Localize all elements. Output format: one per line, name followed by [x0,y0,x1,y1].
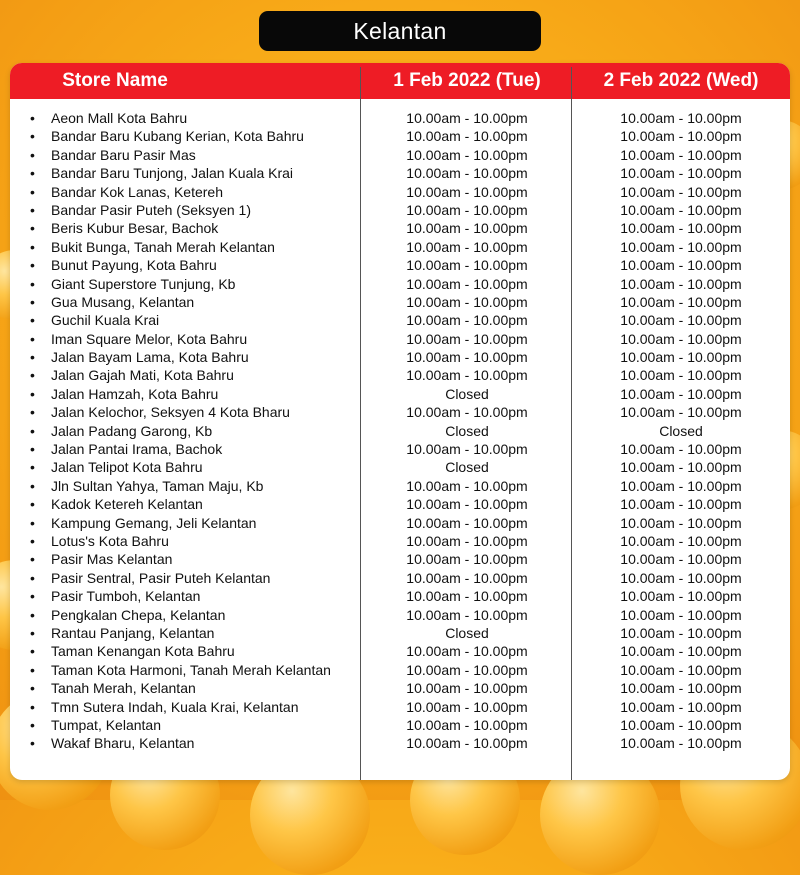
bullet-icon: • [30,514,35,531]
bullet-icon: • [30,238,35,255]
store-name: Jln Sultan Yahya, Taman Maju, Kb [51,477,264,494]
hours-day1: 10.00am - 10.00pm [406,588,528,605]
store-name: Bandar Baru Pasir Mas [51,146,196,163]
hours-day1: 10.00am - 10.00pm [406,110,528,126]
hours-day1: 10.00am - 10.00pm [406,238,528,255]
table-row [10,403,790,421]
table-row [10,256,790,274]
bullet-icon: • [30,643,35,660]
store-name: Bandar Baru Tunjong, Jalan Kuala Krai [51,165,294,182]
hours-day2: 10.00am - 10.00pm [620,146,742,163]
hours-day2: 10.00am - 10.00pm [620,367,742,384]
store-name: Taman Kenangan Kota Bahru [51,643,235,660]
bullet-icon: • [30,606,35,623]
bullet-icon: • [30,459,35,476]
table-row [10,330,790,348]
table-header [10,63,790,99]
table-row [10,532,790,550]
store-name: Pasir Sentral, Pasir Puteh Kelantan [51,569,271,586]
hours-day2: 10.00am - 10.00pm [620,293,742,310]
store-name: Rantau Panjang, Kelantan [51,624,215,641]
hours-day1: 10.00am - 10.00pm [406,514,528,531]
bullet-icon: • [30,165,35,182]
hours-day1: Closed [445,459,489,476]
table-row [10,422,790,440]
store-name: Jalan Hamzah, Kota Bahru [51,385,219,402]
bullet-icon: • [30,422,35,439]
store-name: Lotus's Kota Bahru [51,532,169,549]
hours-day2: 10.00am - 10.00pm [620,459,742,476]
hours-day2: 10.00am - 10.00pm [620,532,742,549]
hours-day2: 10.00am - 10.00pm [620,496,742,513]
hours-day2: 10.00am - 10.00pm [620,110,742,126]
table-row [10,146,790,164]
table-row [10,661,790,679]
hours-day2: 10.00am - 10.00pm [620,257,742,274]
store-name: Pasir Tumboh, Kelantan [51,588,201,605]
hours-day2: 10.00am - 10.00pm [620,349,742,366]
hours-day1: 10.00am - 10.00pm [406,569,528,586]
store-name: Taman Kota Harmoni, Tanah Merah Kelantan [51,661,331,678]
hours-day2: 10.00am - 10.00pm [620,680,742,697]
hours-day2: 10.00am - 10.00pm [620,201,742,218]
store-name: Jalan Pantai Irama, Bachok [51,441,223,458]
bullet-icon: • [30,367,35,384]
bullet-icon: • [30,735,35,752]
hours-day1: 10.00am - 10.00pm [406,680,528,697]
hours-day2: 10.00am - 10.00pm [620,477,742,494]
store-name: Kampung Gemang, Jeli Kelantan [51,514,257,531]
hours-day1: 10.00am - 10.00pm [406,257,528,274]
hours-day1: 10.00am - 10.00pm [406,165,528,182]
table-row [10,275,790,293]
header-store-name: Store Name [62,70,168,91]
bullet-icon: • [30,257,35,274]
table-row [10,624,790,642]
hours-day1: 10.00am - 10.00pm [406,716,528,733]
hours-day1: 10.00am - 10.00pm [406,661,528,678]
hours-day1: Closed [445,422,489,439]
table-body [10,109,790,753]
hours-day1: 10.00am - 10.00pm [406,349,528,366]
table-row [10,514,790,532]
hours-day1: 10.00am - 10.00pm [406,551,528,568]
table-row [10,183,790,201]
table-row [10,716,790,734]
table-row [10,385,790,403]
bullet-icon: • [30,496,35,513]
table-row [10,348,790,366]
store-name: Giant Superstore Tunjung, Kb [51,275,236,292]
bullet-icon: • [30,680,35,697]
table-row [10,550,790,568]
region-title: Kelantan [259,11,541,51]
bullet-icon: • [30,569,35,586]
hours-day2: 10.00am - 10.00pm [620,551,742,568]
bullet-icon: • [30,385,35,402]
hours-day1: 10.00am - 10.00pm [406,201,528,218]
bullet-icon: • [30,716,35,733]
hours-day2: 10.00am - 10.00pm [620,624,742,641]
store-name: Jalan Gajah Mati, Kota Bahru [51,367,234,384]
table-row [10,164,790,182]
hours-day1: 10.00am - 10.00pm [406,128,528,145]
bullet-icon: • [30,146,35,163]
hours-day1: 10.00am - 10.00pm [406,606,528,623]
hours-day2: 10.00am - 10.00pm [620,643,742,660]
store-name: Aeon Mall Kota Bahru [51,110,188,126]
hours-day1: 10.00am - 10.00pm [406,146,528,163]
hours-day1: 10.00am - 10.00pm [406,367,528,384]
hours-day2: 10.00am - 10.00pm [620,588,742,605]
hours-day2: 10.00am - 10.00pm [620,165,742,182]
hours-day2: 10.00am - 10.00pm [620,404,742,421]
store-name: Jalan Bayam Lama, Kota Bahru [51,349,249,366]
store-name: Jalan Kelochor, Seksyen 4 Kota Bharu [51,404,290,421]
store-name: Bandar Baru Kubang Kerian, Kota Bahru [51,128,304,145]
store-name: Pasir Mas Kelantan [51,551,173,568]
store-name: Kadok Ketereh Kelantan [51,496,203,513]
hours-day2: 10.00am - 10.00pm [620,183,742,200]
hours-day2: 10.00am - 10.00pm [620,238,742,255]
hours-day1: 10.00am - 10.00pm [406,532,528,549]
table-row [10,734,790,752]
table-row [10,642,790,660]
table-row [10,127,790,145]
bullet-icon: • [30,110,35,126]
table-row [10,679,790,697]
store-name: Jalan Padang Garong, Kb [51,422,213,439]
bullet-icon: • [30,330,35,347]
store-name: Wakaf Bharu, Kelantan [51,735,195,752]
store-name: Iman Square Melor, Kota Bahru [51,330,248,347]
table-row [10,458,790,476]
hours-day2: 10.00am - 10.00pm [620,735,742,752]
hours-day1: Closed [445,385,489,402]
hours-day2: Closed [659,422,703,439]
store-name: Tumpat, Kelantan [51,716,161,733]
bullet-icon: • [30,404,35,421]
hours-day2: 10.00am - 10.00pm [620,661,742,678]
hours-day1: 10.00am - 10.00pm [406,643,528,660]
hours-day1: 10.00am - 10.00pm [406,220,528,237]
table-row [10,495,790,513]
hours-day1: 10.00am - 10.00pm [406,496,528,513]
hours-day1: 10.00am - 10.00pm [406,735,528,752]
store-name: Bandar Pasir Puteh (Seksyen 1) [51,201,251,218]
bullet-icon: • [30,532,35,549]
table-row [10,201,790,219]
store-name: Pengkalan Chepa, Kelantan [51,606,226,623]
hours-day2: 10.00am - 10.00pm [620,716,742,733]
bullet-icon: • [30,183,35,200]
store-hours-table [10,63,790,780]
table-row [10,366,790,384]
store-name: Tmn Sutera Indah, Kuala Krai, Kelantan [51,698,299,715]
hours-day2: 10.00am - 10.00pm [620,330,742,347]
hours-day1: 10.00am - 10.00pm [406,293,528,310]
hours-day2: 10.00am - 10.00pm [620,275,742,292]
bullet-icon: • [30,441,35,458]
bullet-icon: • [30,275,35,292]
bullet-icon: • [30,312,35,329]
store-name: Bunut Payung, Kota Bahru [51,257,217,274]
bullet-icon: • [30,588,35,605]
hours-day2: 10.00am - 10.00pm [620,312,742,329]
hours-day2: 10.00am - 10.00pm [620,606,742,623]
hours-day2: 10.00am - 10.00pm [620,569,742,586]
table-row [10,477,790,495]
hours-day2: 10.00am - 10.00pm [620,698,742,715]
table-row [10,238,790,256]
table-row [10,219,790,237]
table-row [10,587,790,605]
table-row [10,109,790,127]
hours-day1: 10.00am - 10.00pm [406,312,528,329]
table-row [10,293,790,311]
bullet-icon: • [30,293,35,310]
store-name: Gua Musang, Kelantan [51,293,195,310]
bullet-icon: • [30,551,35,568]
table-row [10,606,790,624]
hours-day1: 10.00am - 10.00pm [406,698,528,715]
store-name: Bukit Bunga, Tanah Merah Kelantan [51,238,275,255]
bullet-icon: • [30,624,35,641]
hours-day1: Closed [445,624,489,641]
hours-day1: 10.00am - 10.00pm [406,275,528,292]
store-name: Jalan Telipot Kota Bahru [51,459,203,476]
header-day2: 2 Feb 2022 (Wed) [603,70,759,91]
bullet-icon: • [30,661,35,678]
store-name: Bandar Kok Lanas, Ketereh [51,183,224,200]
bullet-icon: • [30,349,35,366]
table-row [10,311,790,329]
bullet-icon: • [30,220,35,237]
hours-day2: 10.00am - 10.00pm [620,514,742,531]
bullet-icon: • [30,698,35,715]
hours-day2: 10.00am - 10.00pm [620,128,742,145]
hours-day1: 10.00am - 10.00pm [406,404,528,421]
hours-day2: 10.00am - 10.00pm [620,441,742,458]
hours-day2: 10.00am - 10.00pm [620,220,742,237]
hours-day2: 10.00am - 10.00pm [620,385,742,402]
hours-day1: 10.00am - 10.00pm [406,183,528,200]
table-row [10,440,790,458]
hours-day1: 10.00am - 10.00pm [406,477,528,494]
header-day1: 1 Feb 2022 (Tue) [393,70,541,91]
hours-day1: 10.00am - 10.00pm [406,441,528,458]
bullet-icon: • [30,477,35,494]
bullet-icon: • [30,128,35,145]
table-row [10,698,790,716]
store-name: Tanah Merah, Kelantan [51,680,196,697]
store-name: Beris Kubur Besar, Bachok [51,220,219,237]
table-row [10,569,790,587]
store-name: Guchil Kuala Krai [51,312,160,329]
bullet-icon: • [30,201,35,218]
hours-day1: 10.00am - 10.00pm [406,330,528,347]
